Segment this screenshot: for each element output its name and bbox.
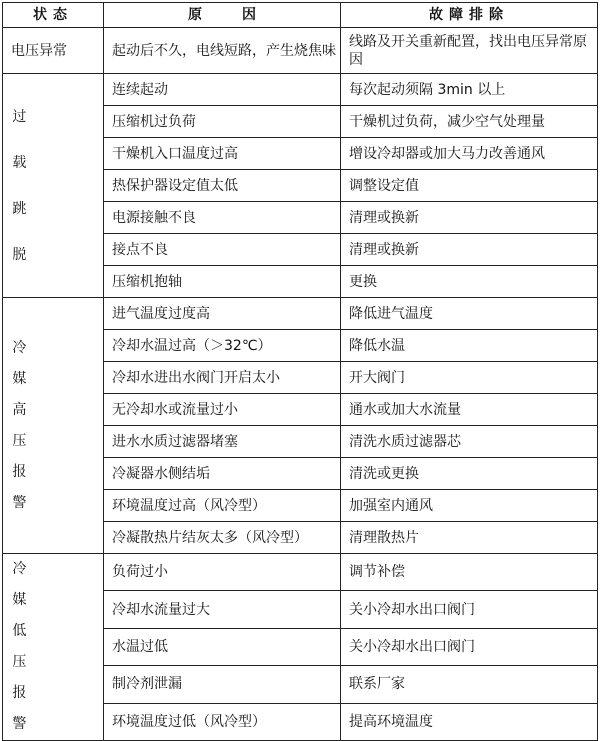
fix-cell: 调整设定值 [341, 170, 598, 202]
cause-cell: 热保护器设定值太低 [104, 170, 341, 202]
cause-cell: 无冷却水或流量过小 [104, 394, 341, 426]
fix-cell: 加强室内通风 [341, 490, 598, 522]
fix-cell: 每次起动须隔 3min 以上 [341, 74, 598, 106]
state-cell [3, 74, 104, 298]
cause-cell: 制冷剂泄漏 [104, 666, 341, 703]
cause-cell: 冷却水流量过大 [104, 591, 341, 628]
cause-cell: 进水水质过滤器堵塞 [104, 426, 341, 458]
cause-cell: 冷却水进出水阀门开启太小 [104, 362, 341, 394]
fix-cell: 清理散热片 [341, 522, 598, 554]
troubleshooting-table-container [2, 2, 597, 732]
cause-cell: 负荷过小 [104, 554, 341, 591]
cause-cell: 干燥机入口温度过高 [104, 138, 341, 170]
fix-cell: 干燥机过负荷，减少空气处理量 [341, 106, 598, 138]
table-row [3, 554, 598, 591]
table-header-row [3, 3, 598, 28]
fix-cell: 更换 [341, 266, 598, 298]
state-label: 过载跳脱 [12, 108, 27, 263]
fix-cell: 开大阀门 [341, 362, 598, 394]
cause-cell: 冷凝器水侧结垢 [104, 458, 341, 490]
fix-cell: 清洗或更换 [341, 458, 598, 490]
cause-cell: 接点不良 [104, 234, 341, 266]
cause-cell: 压缩机过负荷 [104, 106, 341, 138]
cause-cell: 环境温度过高（风冷型） [104, 490, 341, 522]
troubleshooting-table [2, 2, 598, 741]
fix-cell: 清理或换新 [341, 202, 598, 234]
state-cell [3, 554, 104, 741]
fix-cell: 调节补偿 [341, 554, 598, 591]
header-fix: 故障排除 [341, 3, 598, 28]
fix-cell: 通水或加大水流量 [341, 394, 598, 426]
cause-cell: 进气温度过度高 [104, 298, 341, 330]
table-row [3, 74, 598, 106]
cause-cell: 起动后不久，电线短路，产生烧焦味 [104, 28, 341, 74]
fix-cell: 提高环境温度 [341, 703, 598, 740]
cause-cell: 环境温度过低（风冷型） [104, 703, 341, 740]
cause-cell: 冷凝散热片结灰太多（风冷型） [104, 522, 341, 554]
cause-cell: 压缩机抱轴 [104, 266, 341, 298]
cause-cell: 电源接触不良 [104, 202, 341, 234]
state-cell [3, 298, 104, 554]
fix-cell: 降低水温 [341, 330, 598, 362]
header-cause: 原因 [104, 3, 341, 28]
fix-cell: 关小冷却水出口阀门 [341, 591, 598, 628]
fix-cell: 增设冷却器或加大马力改善通风 [341, 138, 598, 170]
fix-cell: 线路及开关重新配置，找出电压异常原因 [341, 28, 598, 74]
fix-cell: 关小冷却水出口阀门 [341, 628, 598, 665]
fix-cell: 清洗水质过滤器芯 [341, 426, 598, 458]
state-label: 冷媒高压报警 [12, 339, 27, 511]
table-row [3, 298, 598, 330]
state-cell [3, 28, 104, 74]
fix-cell: 降低进气温度 [341, 298, 598, 330]
state-label: 冷媒低压报警 [12, 561, 27, 732]
fix-cell: 联系厂家 [341, 666, 598, 703]
table-body [3, 28, 598, 741]
cause-cell: 水温过低 [104, 628, 341, 665]
cause-cell: 冷却水温过高（＞32℃） [104, 330, 341, 362]
table-row [3, 28, 598, 74]
state-label: 电压异常 [11, 42, 67, 59]
fix-cell: 清理或换新 [341, 234, 598, 266]
cause-cell: 连续起动 [104, 74, 341, 106]
header-state: 状态 [3, 3, 104, 28]
